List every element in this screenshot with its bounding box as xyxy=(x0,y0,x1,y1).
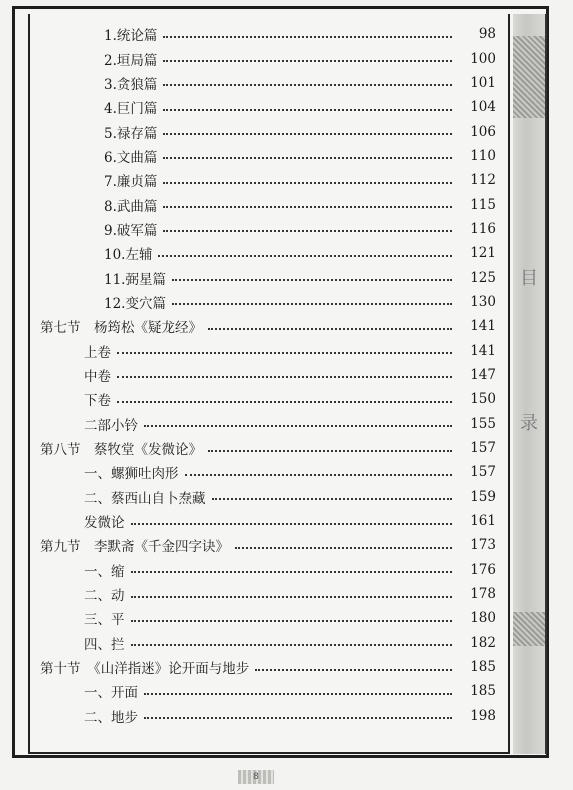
toc-entry[interactable] xyxy=(28,22,498,46)
dot-leader xyxy=(131,643,453,646)
toc-entry-title: 9.破军篇 xyxy=(104,222,158,239)
dot-leader xyxy=(117,351,452,354)
toc-entry-page: 101 xyxy=(470,74,496,91)
toc-entry[interactable] xyxy=(28,363,498,387)
toc-entry-title: 下卷 xyxy=(84,393,111,410)
toc-entry-title: 中卷 xyxy=(84,368,111,385)
dot-leader xyxy=(131,595,453,598)
toc-entry[interactable] xyxy=(28,71,498,95)
dot-leader xyxy=(163,181,452,184)
toc-entry-title: 四、拦 xyxy=(84,636,125,653)
toc-entry-title: 11.弼星篇 xyxy=(104,271,166,288)
toc-entry-page: 176 xyxy=(470,561,496,578)
toc-entry[interactable] xyxy=(28,533,498,557)
toc-entry-title: 7.廉贞篇 xyxy=(104,174,158,191)
dot-leader xyxy=(117,375,452,378)
toc-entry[interactable] xyxy=(28,704,498,728)
toc-entry-title: 12.变穴篇 xyxy=(104,295,166,312)
dot-leader xyxy=(163,156,452,159)
dot-leader xyxy=(158,254,452,257)
table-of-contents xyxy=(28,22,498,728)
toc-entry[interactable] xyxy=(28,436,498,460)
dot-leader xyxy=(144,716,452,719)
toc-entry-title: 一、开面 xyxy=(84,685,138,702)
side-char-bottom: 录 xyxy=(520,413,538,434)
toc-entry[interactable] xyxy=(28,606,498,630)
toc-entry-page: 150 xyxy=(470,391,496,408)
toc-entry-page: 147 xyxy=(470,366,496,383)
toc-entry[interactable] xyxy=(28,509,498,533)
toc-entry[interactable] xyxy=(28,265,498,289)
toc-entry[interactable] xyxy=(28,217,498,241)
toc-entry-page: 157 xyxy=(470,440,496,457)
toc-entry[interactable] xyxy=(28,192,498,216)
toc-entry[interactable] xyxy=(28,655,498,679)
dot-leader xyxy=(212,497,453,500)
toc-entry-page: 121 xyxy=(470,245,496,262)
toc-entry[interactable] xyxy=(28,314,498,338)
toc-entry-page: 125 xyxy=(470,269,496,286)
toc-entry-title: 发微论 xyxy=(84,515,125,532)
toc-entry-page: 106 xyxy=(470,123,496,140)
toc-entry[interactable] xyxy=(28,46,498,70)
toc-entry[interactable] xyxy=(28,387,498,411)
dot-leader xyxy=(208,327,452,330)
dot-leader xyxy=(163,108,452,111)
toc-entry-page: 112 xyxy=(470,172,496,189)
toc-entry-title: 5.禄存篇 xyxy=(104,125,158,142)
toc-entry-title: 6.文曲篇 xyxy=(104,149,158,166)
dot-leader xyxy=(131,522,453,525)
toc-entry-title: 第十节 《山洋指迷》论开面与地步 xyxy=(40,661,250,678)
toc-entry[interactable] xyxy=(28,241,498,265)
toc-entry[interactable] xyxy=(28,119,498,143)
toc-entry[interactable] xyxy=(28,460,498,484)
toc-entry[interactable] xyxy=(28,338,498,362)
toc-entry-title: 一、螺狮吐肉形 xyxy=(84,466,179,483)
dot-leader xyxy=(163,205,452,208)
toc-entry-title: 二、动 xyxy=(84,588,125,605)
toc-entry-title: 4.巨门篇 xyxy=(104,101,158,118)
toc-entry-title: 10.左辅 xyxy=(104,247,153,264)
toc-entry-page: 130 xyxy=(470,293,496,310)
dot-leader xyxy=(117,400,452,403)
toc-entry[interactable] xyxy=(28,631,498,655)
toc-entry-title: 8.武曲篇 xyxy=(104,198,158,215)
dot-leader xyxy=(172,302,452,305)
toc-entry-page: 115 xyxy=(470,196,496,213)
toc-entry[interactable] xyxy=(28,412,498,436)
dot-leader xyxy=(235,546,452,549)
toc-entry[interactable] xyxy=(28,485,498,509)
side-band-top xyxy=(513,36,545,118)
side-strip xyxy=(513,14,547,754)
dot-leader xyxy=(163,132,452,135)
toc-entry-page: 161 xyxy=(470,513,496,530)
toc-entry-page: 98 xyxy=(478,26,496,43)
toc-entry-page: 100 xyxy=(470,50,496,67)
toc-entry-page: 141 xyxy=(470,342,496,359)
side-band-bottom xyxy=(513,612,545,646)
dot-leader xyxy=(255,668,452,671)
toc-entry-page: 185 xyxy=(470,683,496,700)
dot-leader xyxy=(163,83,452,86)
toc-entry[interactable] xyxy=(28,168,498,192)
toc-entry-title: 二部小钤 xyxy=(84,417,138,434)
toc-entry-title: 1.统论篇 xyxy=(104,28,158,45)
toc-entry-title: 第九节 李默斋《千金四字诀》 xyxy=(40,539,229,556)
toc-entry-title: 3.贪狼篇 xyxy=(104,76,158,93)
toc-entry-page: 155 xyxy=(470,415,496,432)
toc-entry-page: 180 xyxy=(470,610,496,627)
dot-leader xyxy=(131,619,453,622)
toc-entry-title: 2.垣局篇 xyxy=(104,52,158,69)
toc-entry[interactable] xyxy=(28,679,498,703)
toc-entry-page: 116 xyxy=(470,220,496,237)
toc-entry-page: 173 xyxy=(470,537,496,554)
toc-entry-page: 182 xyxy=(470,634,496,651)
toc-entry[interactable] xyxy=(28,144,498,168)
toc-entry-page: 198 xyxy=(470,707,496,724)
toc-entry-title: 一、缩 xyxy=(84,563,125,580)
toc-entry-title: 上卷 xyxy=(84,344,111,361)
toc-entry-title: 二、地步 xyxy=(84,709,138,726)
dot-leader xyxy=(131,570,453,573)
toc-entry-title: 第七节 杨筠松《疑龙经》 xyxy=(40,320,202,337)
toc-entry-page: 104 xyxy=(470,99,496,116)
toc-entry[interactable] xyxy=(28,558,498,582)
dot-leader xyxy=(208,449,452,452)
toc-entry-title: 第八节 蔡牧堂《发微论》 xyxy=(40,442,202,459)
toc-entry-page: 157 xyxy=(470,464,496,481)
toc-entry[interactable] xyxy=(28,95,498,119)
dot-leader xyxy=(163,35,452,38)
toc-entry-page: 141 xyxy=(470,318,496,335)
side-char-top: 目 xyxy=(520,268,538,289)
dot-leader xyxy=(172,278,452,281)
toc-entry-page: 185 xyxy=(470,659,496,676)
dot-leader xyxy=(163,59,452,62)
dot-leader xyxy=(163,229,452,232)
dot-leader xyxy=(144,424,452,427)
toc-entry[interactable] xyxy=(28,582,498,606)
toc-entry[interactable] xyxy=(28,290,498,314)
toc-entry-title: 二、蔡西山自卜焘藏 xyxy=(84,490,206,507)
dot-leader xyxy=(185,473,453,476)
toc-entry-page: 159 xyxy=(470,488,496,505)
toc-entry-title: 三、平 xyxy=(84,612,125,629)
dot-leader xyxy=(144,692,452,695)
toc-entry-page: 178 xyxy=(470,586,496,603)
page-number-mark: 8 xyxy=(238,770,274,784)
toc-entry-page: 110 xyxy=(470,147,496,164)
